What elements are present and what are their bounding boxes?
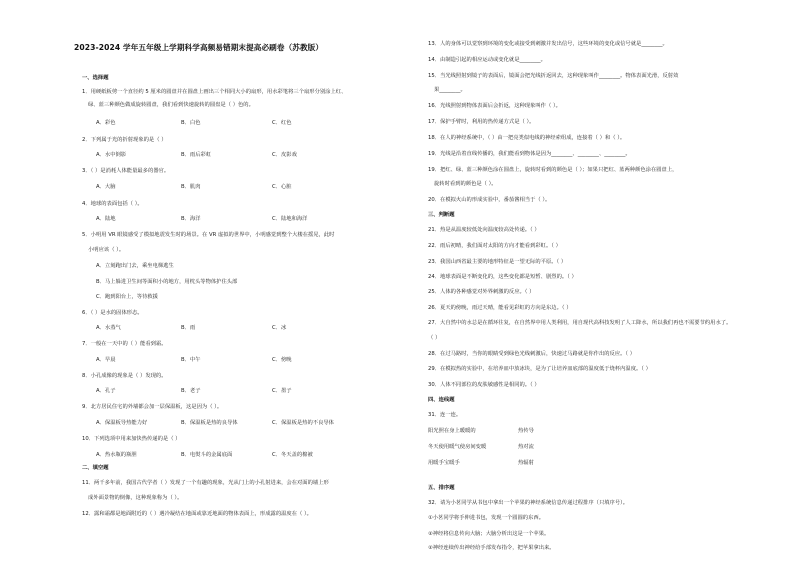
question-line: 4．地球的表面包括（ ）。 — [82, 201, 143, 207]
question-line: 1．用硬纸板剪一个直径约 5 厘米的圆盘并在圆盘上画出三个相同大小的扇形，用水彩笔将三个扇形分别涂上红、 — [82, 89, 347, 95]
question-line: 31．连一连。 — [428, 412, 462, 418]
question-line: B．保温板是热的良导体 — [181, 420, 238, 426]
question-line: 6．（ ）是水的固体形态。 — [82, 310, 143, 316]
question-line: C．保温板是热的不良导体 — [272, 420, 334, 426]
section-heading: 五、排序题 — [428, 485, 455, 491]
question-line: 22．雨后初晴，我们面对太阳的方向才能看到彩虹。（ ） — [428, 243, 561, 249]
question-line: 13．人的身体可以觉察到环境的变化或接受到刺激并发出信号，这些环境的变化或信号就是________。 — [428, 41, 668, 47]
section-heading: 二、填空题 — [82, 465, 109, 471]
question-line: 19．光线是沿着直线传播的，我们能看到物体是因为________、________、________。 — [428, 151, 631, 157]
question-line: 阳光照在身上暖暖的 — [428, 428, 476, 434]
question-line: C．皮影戏 — [272, 152, 297, 158]
question-line: 19．把红、绿、蓝三种颜色涂在圆盘上，旋转时看到的颜色是（ ）；如果只把红、蓝两种颜色涂在圆盘上， — [428, 167, 678, 173]
question-line: 16．光线照射到物体表面后会折返，这种现象叫作（ ）。 — [428, 103, 561, 109]
question-line: A．立刻跑出门去，乘坐电梯逃生 — [96, 263, 174, 269]
section-heading: 四、连线题 — [428, 397, 455, 403]
question-line: 15．当光线照射到镜子的表面后，镜面会把光线折返回去，这种现象叫作________。物体表面光滑，反射效 — [428, 73, 679, 79]
question-line: 热对流 — [518, 444, 534, 450]
question-line: 29．在模拟热的实验中，在培养皿中放冰块，是为了让培养皿底部的温度低于烧杯内温度。（ ） — [428, 366, 651, 372]
question-line: B．电熨斗的金属底面 — [181, 452, 233, 458]
question-line: 21．热是从温度较低处向温度较高处传递。（ ） — [428, 227, 540, 233]
question-line: 30．人体不同部位的皮肤敏感性是相同的。（ ） — [428, 382, 540, 388]
question-line: A．热水瓶的瓶胆 — [96, 452, 137, 458]
question-line: C．跑到阳台上，等待救援 — [96, 294, 158, 300]
question-line: 冬天使用暖气使房间变暖 — [428, 444, 487, 450]
question-line: 14．由制造引起的相应运动或变化就是________。 — [428, 57, 546, 63]
question-line: B．中午 — [181, 357, 201, 363]
question-line: A．孔子 — [96, 388, 116, 394]
question-line: 旋转时看到的颜色是（ ）。 — [434, 181, 497, 187]
question-line: C．傍晚 — [272, 357, 292, 363]
question-line: C．陆地和海洋 — [272, 216, 308, 222]
question-line: 5．小明用 VR 眼镜感受了模拟地震发生时的场景。在 VR 虚拟的世界中，小明感觉到整个大楼在摇晃，此时 — [82, 232, 335, 238]
question-line: 绿、蓝三种颜色做成旋转圆盘，我们看到快速旋转的圆盘是（ ）色的。 — [88, 102, 254, 108]
question-line: B．老子 — [181, 388, 201, 394]
page-title: 2023-2024 学年五年级上学期科学高频易错期末提高必刷卷（苏教版） — [73, 43, 324, 52]
question-line: B．白色 — [181, 120, 201, 126]
question-line: A．水中倒影 — [96, 152, 127, 158]
question-line: B．肌肉 — [181, 184, 201, 190]
question-line: 2．下列属于光的折射现象的是（ ） — [82, 137, 167, 143]
question-line: C．墨子 — [272, 388, 292, 394]
question-line: C．冰 — [272, 325, 287, 331]
question-line: B．海洋 — [181, 216, 201, 222]
question-line: A．保温板导热能力好 — [96, 420, 148, 426]
question-line: 成外面景物的倒像，这种现象称为（ ）。 — [88, 495, 183, 501]
question-line: A．大脑 — [96, 184, 116, 190]
question-line: ②神经将信息传向大脑；大脑分析出这是一个苹果。 — [428, 531, 550, 537]
question-line: 27．大自然中的水总是在循环往复，在自然界中用人类利用，用自现代高科技发明了人工降水，所以我们再也不需要节约用水了。 — [428, 320, 732, 326]
question-line: 用暖手宝暖手 — [428, 460, 460, 466]
right-column — [397, 0, 794, 562]
question-line: 热辐射 — [518, 460, 534, 466]
question-line: C．冬天盖的棉被 — [272, 452, 313, 458]
section-heading: 一、选择题 — [82, 75, 109, 81]
question-line: 25．人体的各种感觉对外界刺激的反应。（ ） — [428, 289, 535, 295]
question-line: 热传导 — [518, 428, 534, 434]
question-line: 17．保护手臂时，利用的热传递方式是（ ）。 — [428, 119, 535, 125]
question-line: 24．地球表面是不断变化的，这些变化都是短暂、剧烈的。（ ） — [428, 274, 577, 280]
question-line: B．雨后彩虹 — [181, 152, 212, 158]
question-line: A．水蒸气 — [96, 325, 121, 331]
question-line: B．马上躲进卫生间等面积小的地方，用枕头等物体护住头部 — [96, 279, 238, 285]
question-line: 11．两千多年前，我国古代学者（ ）发现了一个有趣的现象，光从门上的小孔射进来，会在对面的墙上形 — [82, 480, 329, 486]
question-line: C．心脏 — [272, 184, 292, 190]
question-line: ①小茗同学将手伸进书包，发现一个圆圆的东西。 — [428, 515, 544, 521]
question-line: 23．我国山西省最主要的地形特征是一望无际的平原。（ ） — [428, 259, 567, 265]
question-line: 12．露和霜都是地面附近的（ ）遇冷凝结在地面或靠近地面的物体表面上，形成露的温度在（ ）。 — [82, 511, 312, 517]
section-heading: 三、判断题 — [428, 212, 455, 218]
question-line: 小明应该（ ）。 — [88, 247, 125, 253]
question-line: 3．（ ）是消耗人体能量最多的器官。 — [82, 168, 170, 174]
question-line: 26．夏天的傍晚，雨过天晴，能看见彩虹的方向是东边。（ ） — [428, 305, 572, 311]
question-line: C．红色 — [272, 120, 292, 126]
question-line: A．陆地 — [96, 216, 116, 222]
question-line: A．彩色 — [96, 120, 116, 126]
question-line: 28．在过马路时，当你的眼睛受到绿色光线刺激后，快速过马路就是你作出的反应。（ ） — [428, 351, 636, 357]
question-line: ②神经连续传出神经给手部发布指令，把苹果拿出来。 — [428, 545, 555, 551]
question-line: 10．下列选项中用来加快热传递的是（ ） — [82, 436, 181, 442]
question-line: （ ） — [428, 335, 441, 341]
question-line: 9．北方居民住宅的外墙都会加一层保温板，这是因为（ ）。 — [82, 404, 223, 410]
question-line: 18．在人的神经系统中，（ ）由一把亮类似电线的神经索组成，连接着（ ）和（ ）。 — [428, 135, 626, 141]
question-line: 20．在模拟火山的形成实验中，番茄酱相当于（ ）。 — [428, 197, 551, 203]
question-line: A．早晨 — [96, 357, 116, 363]
question-line: 32．请为小茗同学从书包中拿出一个苹果的神经系统信息传递过程排序（只填序号）。 — [428, 500, 629, 506]
question-line: 8．小孔成像的现象是（ ）发现的。 — [82, 373, 167, 379]
question-line: 7．一般在一天中的（ ）能看到霜。 — [82, 341, 167, 347]
question-line: B．雨 — [181, 325, 196, 331]
question-line: 果________。 — [434, 87, 466, 93]
